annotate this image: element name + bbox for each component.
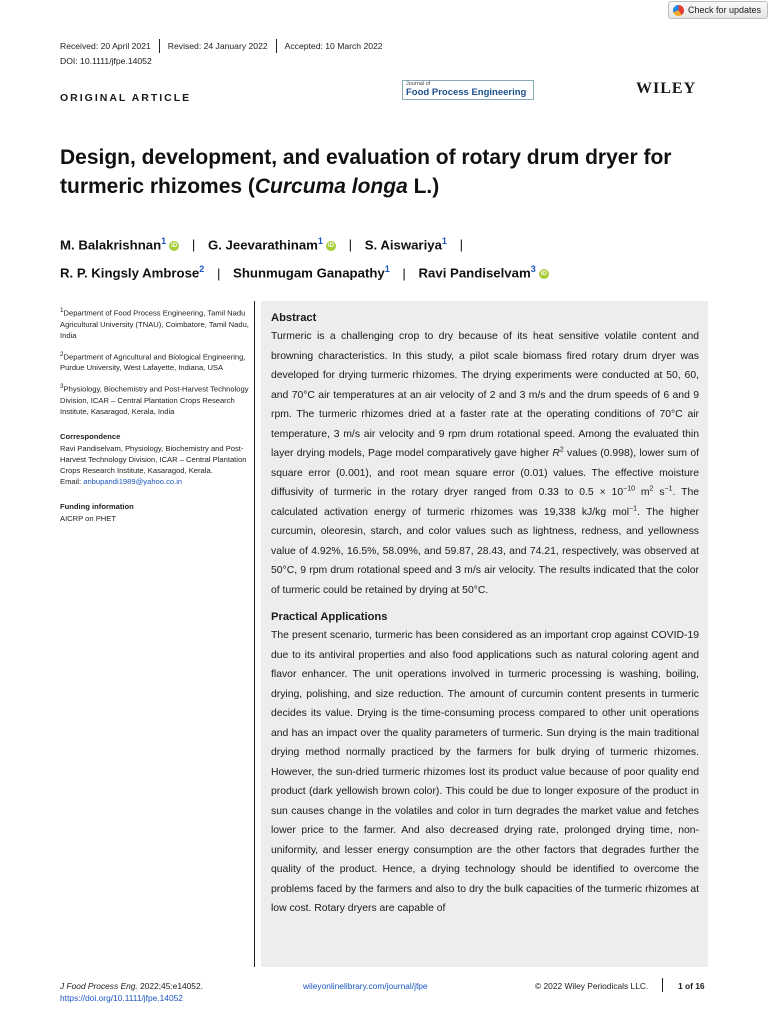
affiliation-sup: 1 bbox=[317, 236, 323, 246]
page-number: 1 of 16 bbox=[678, 981, 705, 991]
affiliation-sup: 1 bbox=[161, 236, 167, 246]
footer-citation bbox=[60, 980, 203, 1004]
affiliation-sup: 2 bbox=[60, 350, 64, 358]
article-type: ORIGINAL ARTICLE bbox=[60, 92, 192, 104]
funding-heading: Funding information bbox=[60, 501, 134, 511]
affiliation-sup: 1 bbox=[441, 236, 447, 246]
affiliation bbox=[60, 305, 250, 341]
journal-abbrev: J Food Process Eng. bbox=[60, 981, 138, 991]
orcid-icon[interactable]: iD bbox=[171, 242, 178, 249]
citation-text: 2022;45:e14052. bbox=[137, 981, 203, 991]
revised-date: Revised: 24 January 2022 bbox=[167, 41, 268, 51]
author-separator: | bbox=[191, 237, 196, 253]
affiliation-text: Department of Agricultural and Biological Engineering, Purdue University, West Lafayette, Indiana, USA bbox=[60, 352, 246, 373]
author-separator: | bbox=[216, 265, 221, 281]
copyright-text: © 2022 Wiley Periodicals LLC. bbox=[535, 981, 649, 991]
footer-divider bbox=[662, 978, 663, 992]
abstract-text: Turmeric is a challenging crop to dry because of its heat sensitive volatile content and browning characteristics. In this study, a pilot scale biomass fired rotary drum dryer was developed for drying turmeric rhizomes. The drying experiments were conducted at 50, 60, and 70°C air temperatures at an air velocity of 2 and 3 m/s and the drum speeds of 6 and 9 rpm. The turmeric rhizomes dried at a faster rate at the operating conditions of 70°C air temperature, 3 m/s air velocity and 9 rpm drum rotational speed. Among the evaluated thin layer drying models, Page model comparatively gave higher $R^2$ values (0.998), lower sum of square error (0.001), and root mean square error (0.01) values. The effective moisture diffusivity of turmeric in the rotary dryer ranged from 0.33 to $0.5 \times 10^{-10}$ $m^2$ $s^{-1}$. The calculated activation energy of turmeric rhizomes was 19,338 kJ/kg mol$^{-1}$. The higher curcumin, oleoresin, starch, and color values such as lightness, redness, and yellowness value of 4.92%, 16.5%, 58.09%, and 59.87, 28.43, and 74.21, respectively, was observed at 50°C, 9 rpm drum rotational speed and 3 m/s air velocity. The results indicated that the color of turmeric could be retained by drying at 50°C. bbox=[271, 331, 700, 596]
affiliations-column bbox=[60, 305, 250, 532]
column-divider bbox=[254, 301, 255, 967]
orcid-icon[interactable]: iD bbox=[540, 271, 547, 278]
author-name[interactable]: Shunmugam Ganapathy bbox=[233, 265, 385, 281]
doi-link[interactable]: https://doi.org/10.1111/jfpe.14052 bbox=[60, 993, 183, 1003]
abstract-heading: Abstract bbox=[271, 312, 317, 324]
affiliation-sup: 1 bbox=[384, 264, 390, 275]
author-name[interactable]: S. Aiswariya bbox=[364, 237, 442, 253]
affiliation bbox=[60, 349, 250, 374]
correspondence-heading: Correspondence bbox=[60, 431, 121, 441]
journal-logo-name: Food Process Engineering bbox=[406, 87, 527, 98]
accepted-date: Accepted: 10 March 2022 bbox=[284, 41, 383, 51]
author-separator: | bbox=[402, 265, 406, 281]
site-link-wrap bbox=[303, 980, 428, 992]
correspondence-body: Ravi Pandiselvam, Physiology, Biochemistry and Post-Harvest Technology Division, ICAR – Central Plantation Crops Research Institute, Kasaragod, Kerala. bbox=[60, 443, 247, 475]
email-label: Email: bbox=[60, 476, 84, 486]
affiliation-sup: 2 bbox=[199, 264, 205, 275]
journal-logo-small: Journal of bbox=[406, 81, 431, 87]
doi-text: DOI: 10.1111/jfpe.14052 bbox=[60, 56, 152, 66]
affiliation-text: Physiology, Biochemistry and Post-Harvest Technology Division, ICAR – Central Plantation Crops Research Institute, Kasaragod, Kerala, India bbox=[60, 384, 249, 416]
received-date: Received: 20 April 2021 bbox=[60, 41, 151, 51]
affiliation-sup: 1 bbox=[60, 307, 64, 314]
journal-logo bbox=[402, 80, 534, 100]
author-name[interactable]: M. Balakrishnan bbox=[60, 237, 162, 253]
title-main: Design, development, and evaluation of rotary drum dryer for turmeric rhizomes ( bbox=[60, 146, 672, 198]
author-list bbox=[60, 229, 720, 286]
practical-applications-heading: Practical Applications bbox=[271, 611, 388, 623]
author-separator: | bbox=[459, 237, 464, 253]
author-separator: | bbox=[348, 237, 353, 253]
publisher-logo: WILEY bbox=[636, 80, 697, 97]
orcid-icon[interactable]: iD bbox=[327, 242, 334, 249]
abstract-section bbox=[271, 309, 699, 925]
journal-site-link[interactable]: wileyonlinelibrary.com/journal/jfpe bbox=[303, 981, 428, 991]
title-end: L.) bbox=[407, 175, 440, 198]
email-link[interactable]: anbupandi1989@yahoo.co.in bbox=[83, 476, 183, 486]
paper-title bbox=[60, 143, 720, 201]
check-for-updates-label: Check for updates bbox=[688, 5, 762, 15]
correspondence-text bbox=[60, 443, 250, 487]
title-species: Curcuma longa bbox=[254, 175, 408, 198]
article-history bbox=[52, 39, 391, 53]
practical-applications-text: The present scenario, turmeric has been considered as an important crop against COVID-19 due to its antiviral properties and also food applications such as natural coloring agent and flavor enhancer. The unit operations involved in turmeric processing is washing, boiling, drying, polishing, and size reduction. The amount of curcumin content presents in turmeric decides its value. Drying is the time-consuming process compared to other unit operations and has an impact over the quality parameters of turmeric. Sun drying is the main traditional drying method normally practiced by the farmers for bulk drying of turmeric rhizomes. However, the sun-dried turmeric rhizomes lost its product value because of poor quality end product (dark yellowish brown color). This could be due to longer exposure of the product in sun causes change in the volatiles and color in turn degrades the market value and fetches lower price to the farmer. And also decreased drying rate, prolonged drying time, non-uniformity, and lesser energy consumption are the other factors that degrades further the quality of the product. Hence, a drying technology should be identified to overcome the problems faced by the farmers and also to dry the bulk capacities of the turmeric rhizomes at low cost. Rotary dryers are capable of bbox=[271, 630, 699, 914]
author-name[interactable]: R. P. Kingsly Ambrose bbox=[60, 265, 200, 281]
affiliation-text: Department of Food Process Engineering, Tamil Nadu Agricultural University (TNAU), Coimbatore, Tamil Nadu, India bbox=[60, 308, 249, 340]
check-for-updates-button[interactable] bbox=[668, 1, 768, 19]
crossmark-icon bbox=[673, 5, 684, 16]
affiliation bbox=[60, 381, 250, 417]
author-name[interactable]: Ravi Pandiselvam bbox=[418, 265, 531, 281]
affiliation-sup: 3 bbox=[60, 383, 64, 391]
author-name[interactable]: G. Jeevarathinam bbox=[207, 237, 318, 253]
funding-text: AICRP on PHET bbox=[60, 513, 116, 523]
affiliation-sup: 3 bbox=[530, 264, 536, 275]
